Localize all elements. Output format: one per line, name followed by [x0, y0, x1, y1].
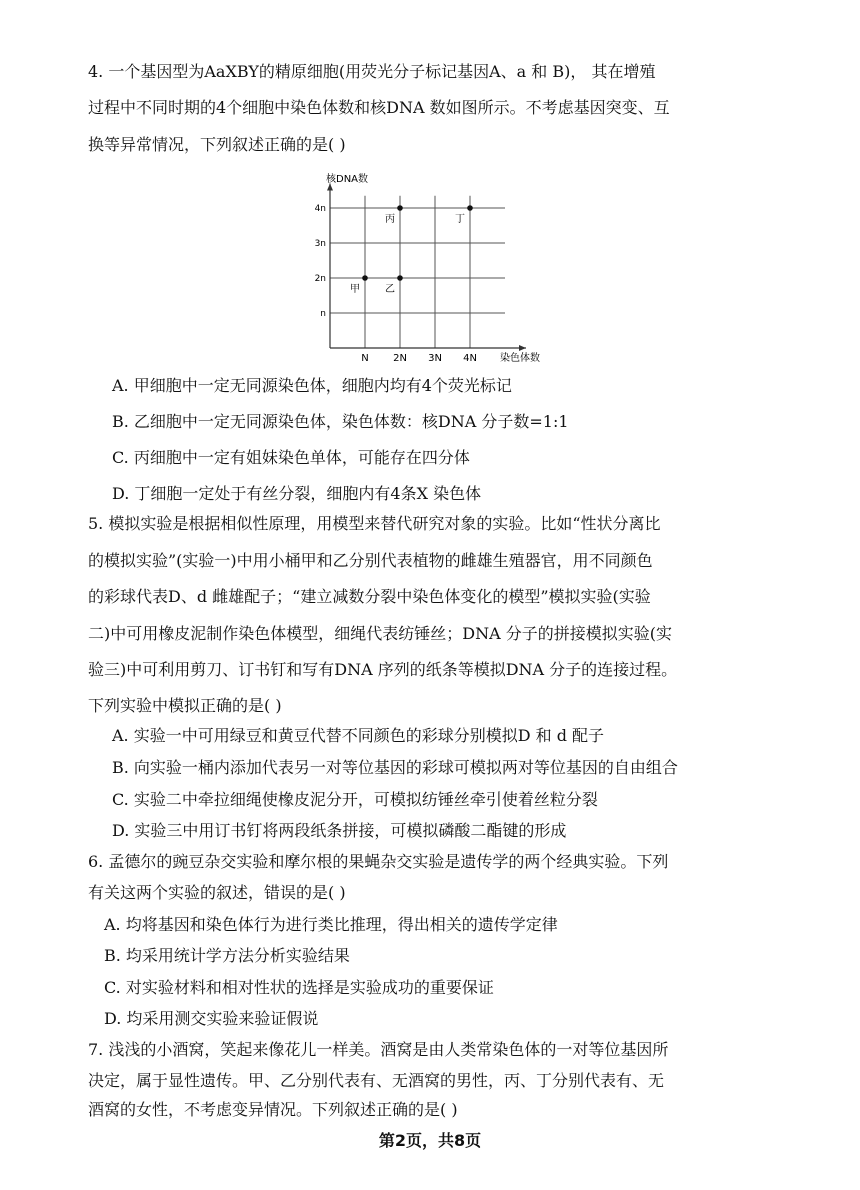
q5-stem-line-2: 的模拟实验”(实验一)中用小桶甲和乙分别代表植物的雌雄生殖器官，用不同颜色 — [88, 551, 653, 570]
chart-axes — [327, 184, 526, 352]
q6-option-a: A. 均将基因和染色体行为进行类比推理，得出相关的遗传学定律 — [104, 915, 558, 934]
q6-option-c: C. 对实验材料和相对性状的选择是实验成功的重要保证 — [104, 978, 494, 997]
x-tick-label: N — [361, 353, 369, 364]
x-axis-arrow — [519, 345, 526, 351]
chart-points — [350, 205, 473, 295]
q4-option-d: D. 丁细胞一定处于有丝分裂，细胞内有4条X 染色体 — [112, 484, 482, 503]
data-point-label: 丁 — [455, 214, 465, 225]
q6-option-b: B. 均采用统计学方法分析实验结果 — [104, 946, 350, 965]
page-number: 第2页，共8页 — [378, 1131, 482, 1150]
q5-stem-line-5: 验三)中可利用剪刀、订书钉和写有DNA 序列的纸条等模拟DNA 分子的连接过程。 — [88, 660, 678, 679]
chromosome-dna-chart — [300, 170, 560, 370]
y-axis-label: 核DNA数 — [326, 174, 369, 185]
chart-ticks — [315, 204, 477, 364]
data-point-label: 丙 — [385, 214, 395, 225]
data-point — [397, 275, 403, 281]
q7-stem-line-1: 7. 浅浅的小酒窝，笑起来像花儿一样美。酒窝是由人类常染色体的一对等位基因所 — [88, 1040, 669, 1059]
q4-option-a: A. 甲细胞中一定无同源染色体，细胞内均有4个荧光标记 — [112, 376, 512, 395]
x-tick-label: 2N — [393, 353, 407, 364]
q6-stem-line-1: 6. 孟德尔的豌豆杂交实验和摩尔根的果蝇杂交实验是遗传学的两个经典实验。下列 — [88, 852, 669, 871]
q5-stem-line-1: 5. 模拟实验是根据相似性原理，用模型来替代研究对象的实验。比如“性状分离比 — [88, 514, 661, 533]
q5-option-b: B. 向实验一桶内添加代表另一对等位基因的彩球可模拟两对等位基因的自由组合 — [112, 758, 678, 777]
q5-option-a: A. 实验一中可用绿豆和黄豆代替不同颜色的彩球分别模拟D 和 d 配子 — [112, 726, 605, 745]
x-tick-label: 3N — [428, 353, 442, 364]
q6-option-d: D. 均采用测交实验来验证假说 — [104, 1009, 319, 1028]
data-point-label: 甲 — [350, 284, 360, 295]
y-tick-label: 2n — [314, 274, 326, 284]
q7-stem-line-2: 决定，属于显性遗传。甲、乙分别代表有、无酒窝的男性，丙、丁分别代表有、无 — [88, 1071, 665, 1090]
q7-stem-line-3: 酒窝的女性，不考虑变异情况。下列叙述正确的是( ) — [88, 1100, 458, 1119]
data-point-label: 乙 — [385, 284, 395, 295]
data-point — [397, 205, 403, 211]
chart-grid — [330, 196, 505, 348]
q5-stem-line-6: 下列实验中模拟正确的是( ) — [88, 696, 282, 715]
q5-stem-line-4: 二)中可用橡皮泥制作染色体模型，细绳代表纺锤丝；DNA 分子的拼接模拟实验(实 — [88, 624, 672, 643]
q4-option-b: B. 乙细胞中一定无同源染色体，染色体数：核DNA 分子数=1:1 — [112, 412, 569, 431]
y-tick-label: 4n — [314, 204, 326, 214]
q5-option-d: D. 实验三中用订书钉将两段纸条拼接，可模拟磷酸二酯键的形成 — [112, 821, 567, 840]
y-tick-label: 3n — [314, 239, 326, 249]
data-point — [362, 275, 368, 281]
x-axis-label: 染色体数 — [500, 353, 540, 364]
q5-stem-line-3: 的彩球代表D、d 雌雄配子；“建立减数分裂中染色体变化的模型”模拟实验(实验 — [88, 587, 651, 606]
q4-option-c: C. 丙细胞中一定有姐妹染色单体，可能存在四分体 — [112, 448, 470, 467]
x-tick-label: 4N — [463, 353, 477, 364]
q4-stem-line-3: 换等异常情况，下列叙述正确的是( ) — [88, 135, 346, 154]
q5-option-c: C. 实验二中牵拉细绳使橡皮泥分开，可模拟纺锤丝牵引使着丝粒分裂 — [112, 790, 598, 809]
q4-stem-line-1: 4. 一个基因型为AaXBY的精原细胞(用荧光分子标记基因A、a 和 B)， 其在增殖 — [88, 62, 656, 81]
q6-stem-line-2: 有关这两个实验的叙述，错误的是( ) — [88, 883, 346, 902]
y-tick-label: n — [320, 309, 326, 319]
q4-stem-line-2: 过程中不同时期的4个细胞中染色体数和核DNA 数如图所示。不考虑基因突变、互 — [88, 98, 670, 117]
data-point — [467, 205, 473, 211]
